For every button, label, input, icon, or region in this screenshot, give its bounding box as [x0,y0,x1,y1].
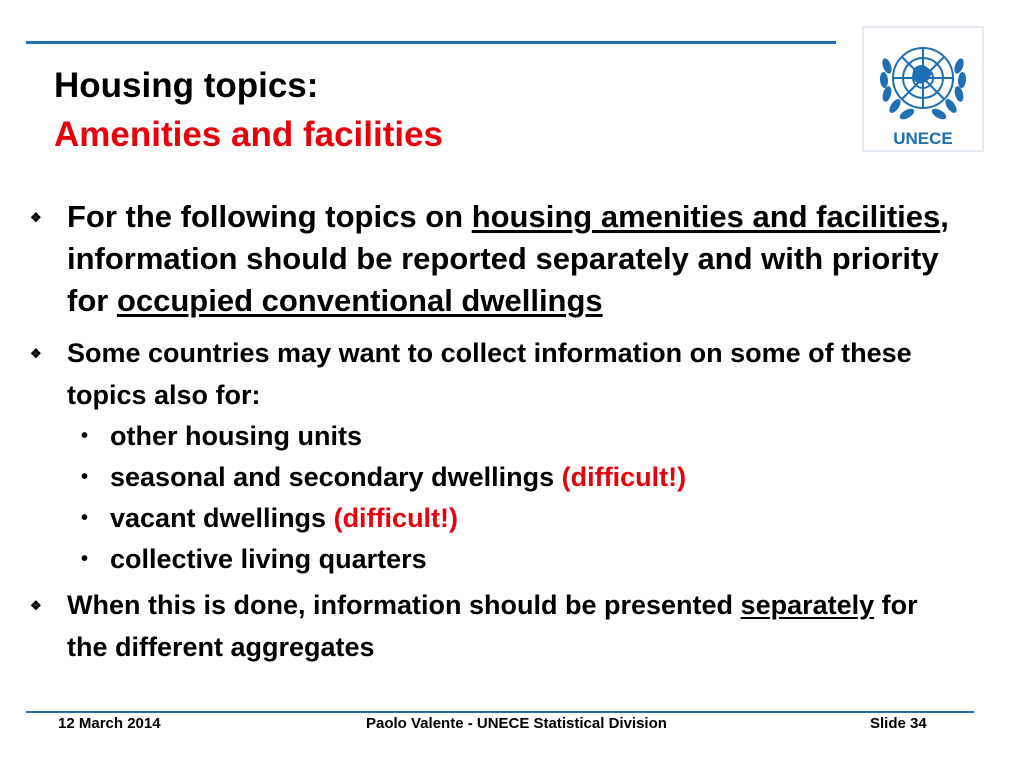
bullet-2-text: Some countries may want to collect information on some of these topics also for: [67,338,912,410]
bullet-1-underline-b: occupied conventional dwellings [116,283,603,318]
bottom-divider [26,711,974,713]
footer-date: 12 March 2014 [58,715,161,732]
title-line-2: Amenities and facilities [54,115,444,154]
four-diamond-bullet-icon: ❖ [30,598,42,613]
four-diamond-bullet-icon: ❖ [30,210,42,225]
un-emblem-icon [862,26,984,152]
bullet-3-underline: separately [740,590,875,620]
footer-author: Paolo Valente - UNECE Statistical Division [366,715,667,732]
bullet-item-2 [30,332,960,416]
bullet-item-1 [30,196,960,322]
bullet-3-text-b: for the different aggregates [67,590,918,662]
sub-bullet-1 [30,416,960,457]
dot-bullet-icon: • [81,425,89,447]
slide-title [54,68,443,152]
dot-bullet-icon: • [81,466,89,488]
sub-bullet-text: collective living quarters [110,544,427,574]
title-line-1: Housing topics: [54,66,319,105]
bullet-1-text-b: , information should be reported separately and with priority for [67,199,949,318]
dot-bullet-icon: • [81,507,89,529]
logo-text: UNECE [893,129,953,148]
sub-bullet-3 [30,498,960,539]
four-diamond-bullet-icon: ❖ [30,346,42,361]
sub-bullet-4 [30,539,960,580]
sub-bullet-2 [30,457,960,498]
bullet-list [30,196,960,668]
bullet-1-underline-a: housing amenities and facilities [471,199,941,234]
sub-bullet-text: seasonal and secondary dwellings [110,462,562,492]
sub-bullet-text: vacant dwellings [110,503,334,533]
bullet-3-text-a: When this is done, information should be presented [67,590,741,620]
sub-bullet-note: (difficult!) [561,462,687,492]
bullet-item-3 [30,584,960,668]
dot-bullet-icon: • [81,548,89,570]
sub-bullet-note: (difficult!) [333,503,459,533]
footer-slide-number: Slide 34 [870,715,927,732]
top-divider [26,41,836,44]
sub-bullet-text: other housing units [110,421,362,451]
bullet-1-text-a: For the following topics on [67,199,472,234]
